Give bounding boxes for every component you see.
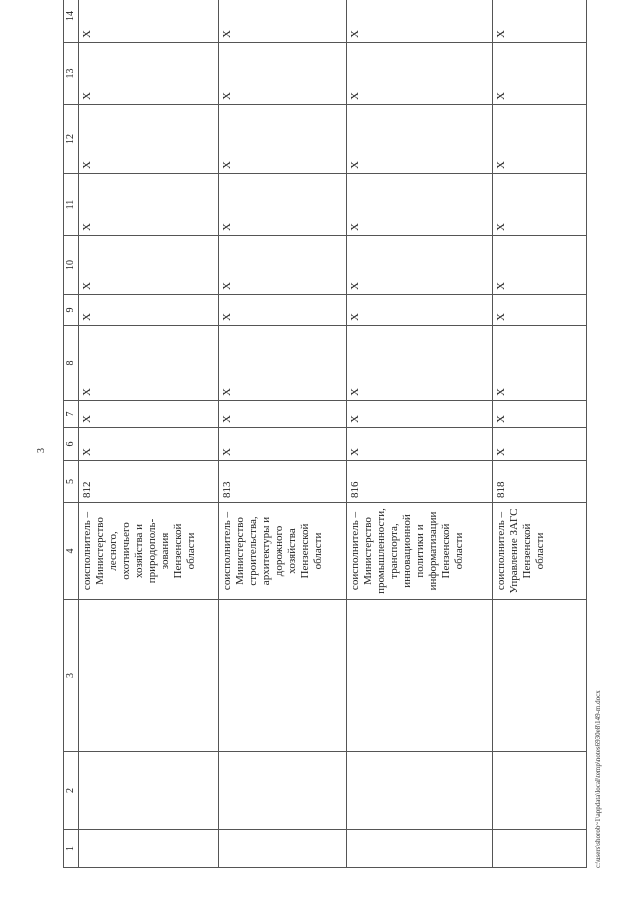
cell-c4: соисполнитель – Управление ЗАГС Пензенской области (493, 503, 587, 600)
col-header: 8 (64, 326, 79, 401)
cell-x: X (347, 326, 493, 401)
cell-x: X (493, 295, 587, 326)
cell-x: X (219, 43, 347, 105)
cell-x: X (79, 105, 219, 174)
cell-x: X (493, 326, 587, 401)
cell-x: X (347, 0, 493, 43)
cell-x: X (219, 326, 347, 401)
col-header: 1 (64, 830, 79, 868)
col-header: 11 (64, 174, 79, 236)
cell-x: X (347, 401, 493, 428)
cell-c1 (493, 830, 587, 868)
cell-c3 (219, 600, 347, 752)
cell-c2 (219, 752, 347, 830)
cell-x: X (219, 174, 347, 236)
cell-x: X (79, 326, 219, 401)
cell-x: X (493, 43, 587, 105)
cell-c3 (493, 600, 587, 752)
col-header: 5 (64, 461, 79, 503)
cell-x: X (347, 295, 493, 326)
cell-x: X (79, 0, 219, 43)
cell-c4: соисполнитель – Министерство лесного, охотничьего хозяйства и природополь-зования Пензенской области (79, 503, 219, 600)
cell-x: X (347, 428, 493, 461)
col-header: 6 (64, 428, 79, 461)
page-number: 3 (36, 448, 47, 453)
cell-c3 (347, 600, 493, 752)
table-row (219, 0, 347, 868)
cell-c2 (493, 752, 587, 830)
cell-x: X (493, 105, 587, 174)
col-header: 13 (64, 43, 79, 105)
cell-x: X (219, 295, 347, 326)
col-header: 4 (64, 503, 79, 600)
cell-x: X (219, 0, 347, 43)
cell-x: X (493, 174, 587, 236)
cell-x: X (493, 236, 587, 295)
cell-x: X (79, 428, 219, 461)
cell-x: X (79, 236, 219, 295)
cell-x: X (79, 174, 219, 236)
cell-c4: соисполнитель – Министерство промышленности, транспорта, инновационной политики и информатизации Пензенской области (347, 503, 493, 600)
cell-x: X (347, 105, 493, 174)
col-header: 10 (64, 236, 79, 295)
cell-x: X (219, 401, 347, 428)
cell-x: X (79, 401, 219, 428)
cell-x: X (79, 43, 219, 105)
cell-c5: 813 (219, 461, 347, 503)
cell-x: X (219, 105, 347, 174)
table-row (79, 0, 219, 868)
col-header: 9 (64, 295, 79, 326)
cell-c1 (347, 830, 493, 868)
cell-x: X (79, 295, 219, 326)
table-row (493, 0, 587, 868)
cell-c5: 812 (79, 461, 219, 503)
rotated-table-container (63, 11, 583, 868)
cell-c5: 818 (493, 461, 587, 503)
cell-x: X (347, 174, 493, 236)
col-header: 14 (64, 0, 79, 43)
cell-x: X (347, 43, 493, 105)
cell-c2 (79, 752, 219, 830)
cell-x: X (347, 236, 493, 295)
table-row (347, 0, 493, 868)
footer-file-path: c:\users\shorob~1\appdata\local\temp\notes6930e8\149-m.docx (594, 690, 602, 868)
col-header: 2 (64, 752, 79, 830)
col-header: 7 (64, 401, 79, 428)
cell-c3 (79, 600, 219, 752)
cell-c1 (79, 830, 219, 868)
cell-x: X (493, 428, 587, 461)
cell-x: X (219, 428, 347, 461)
cell-c2 (347, 752, 493, 830)
cell-c5: 816 (347, 461, 493, 503)
cell-x: X (219, 236, 347, 295)
col-header: 3 (64, 600, 79, 752)
cell-x: X (493, 0, 587, 43)
header-row (64, 0, 79, 868)
cell-c1 (219, 830, 347, 868)
cell-x: X (493, 401, 587, 428)
data-table (63, 0, 587, 868)
col-header: 12 (64, 105, 79, 174)
cell-c4: соисполнитель – Министерство строительства, архитектуры и дорожного хозяйства Пензенской области (219, 503, 347, 600)
